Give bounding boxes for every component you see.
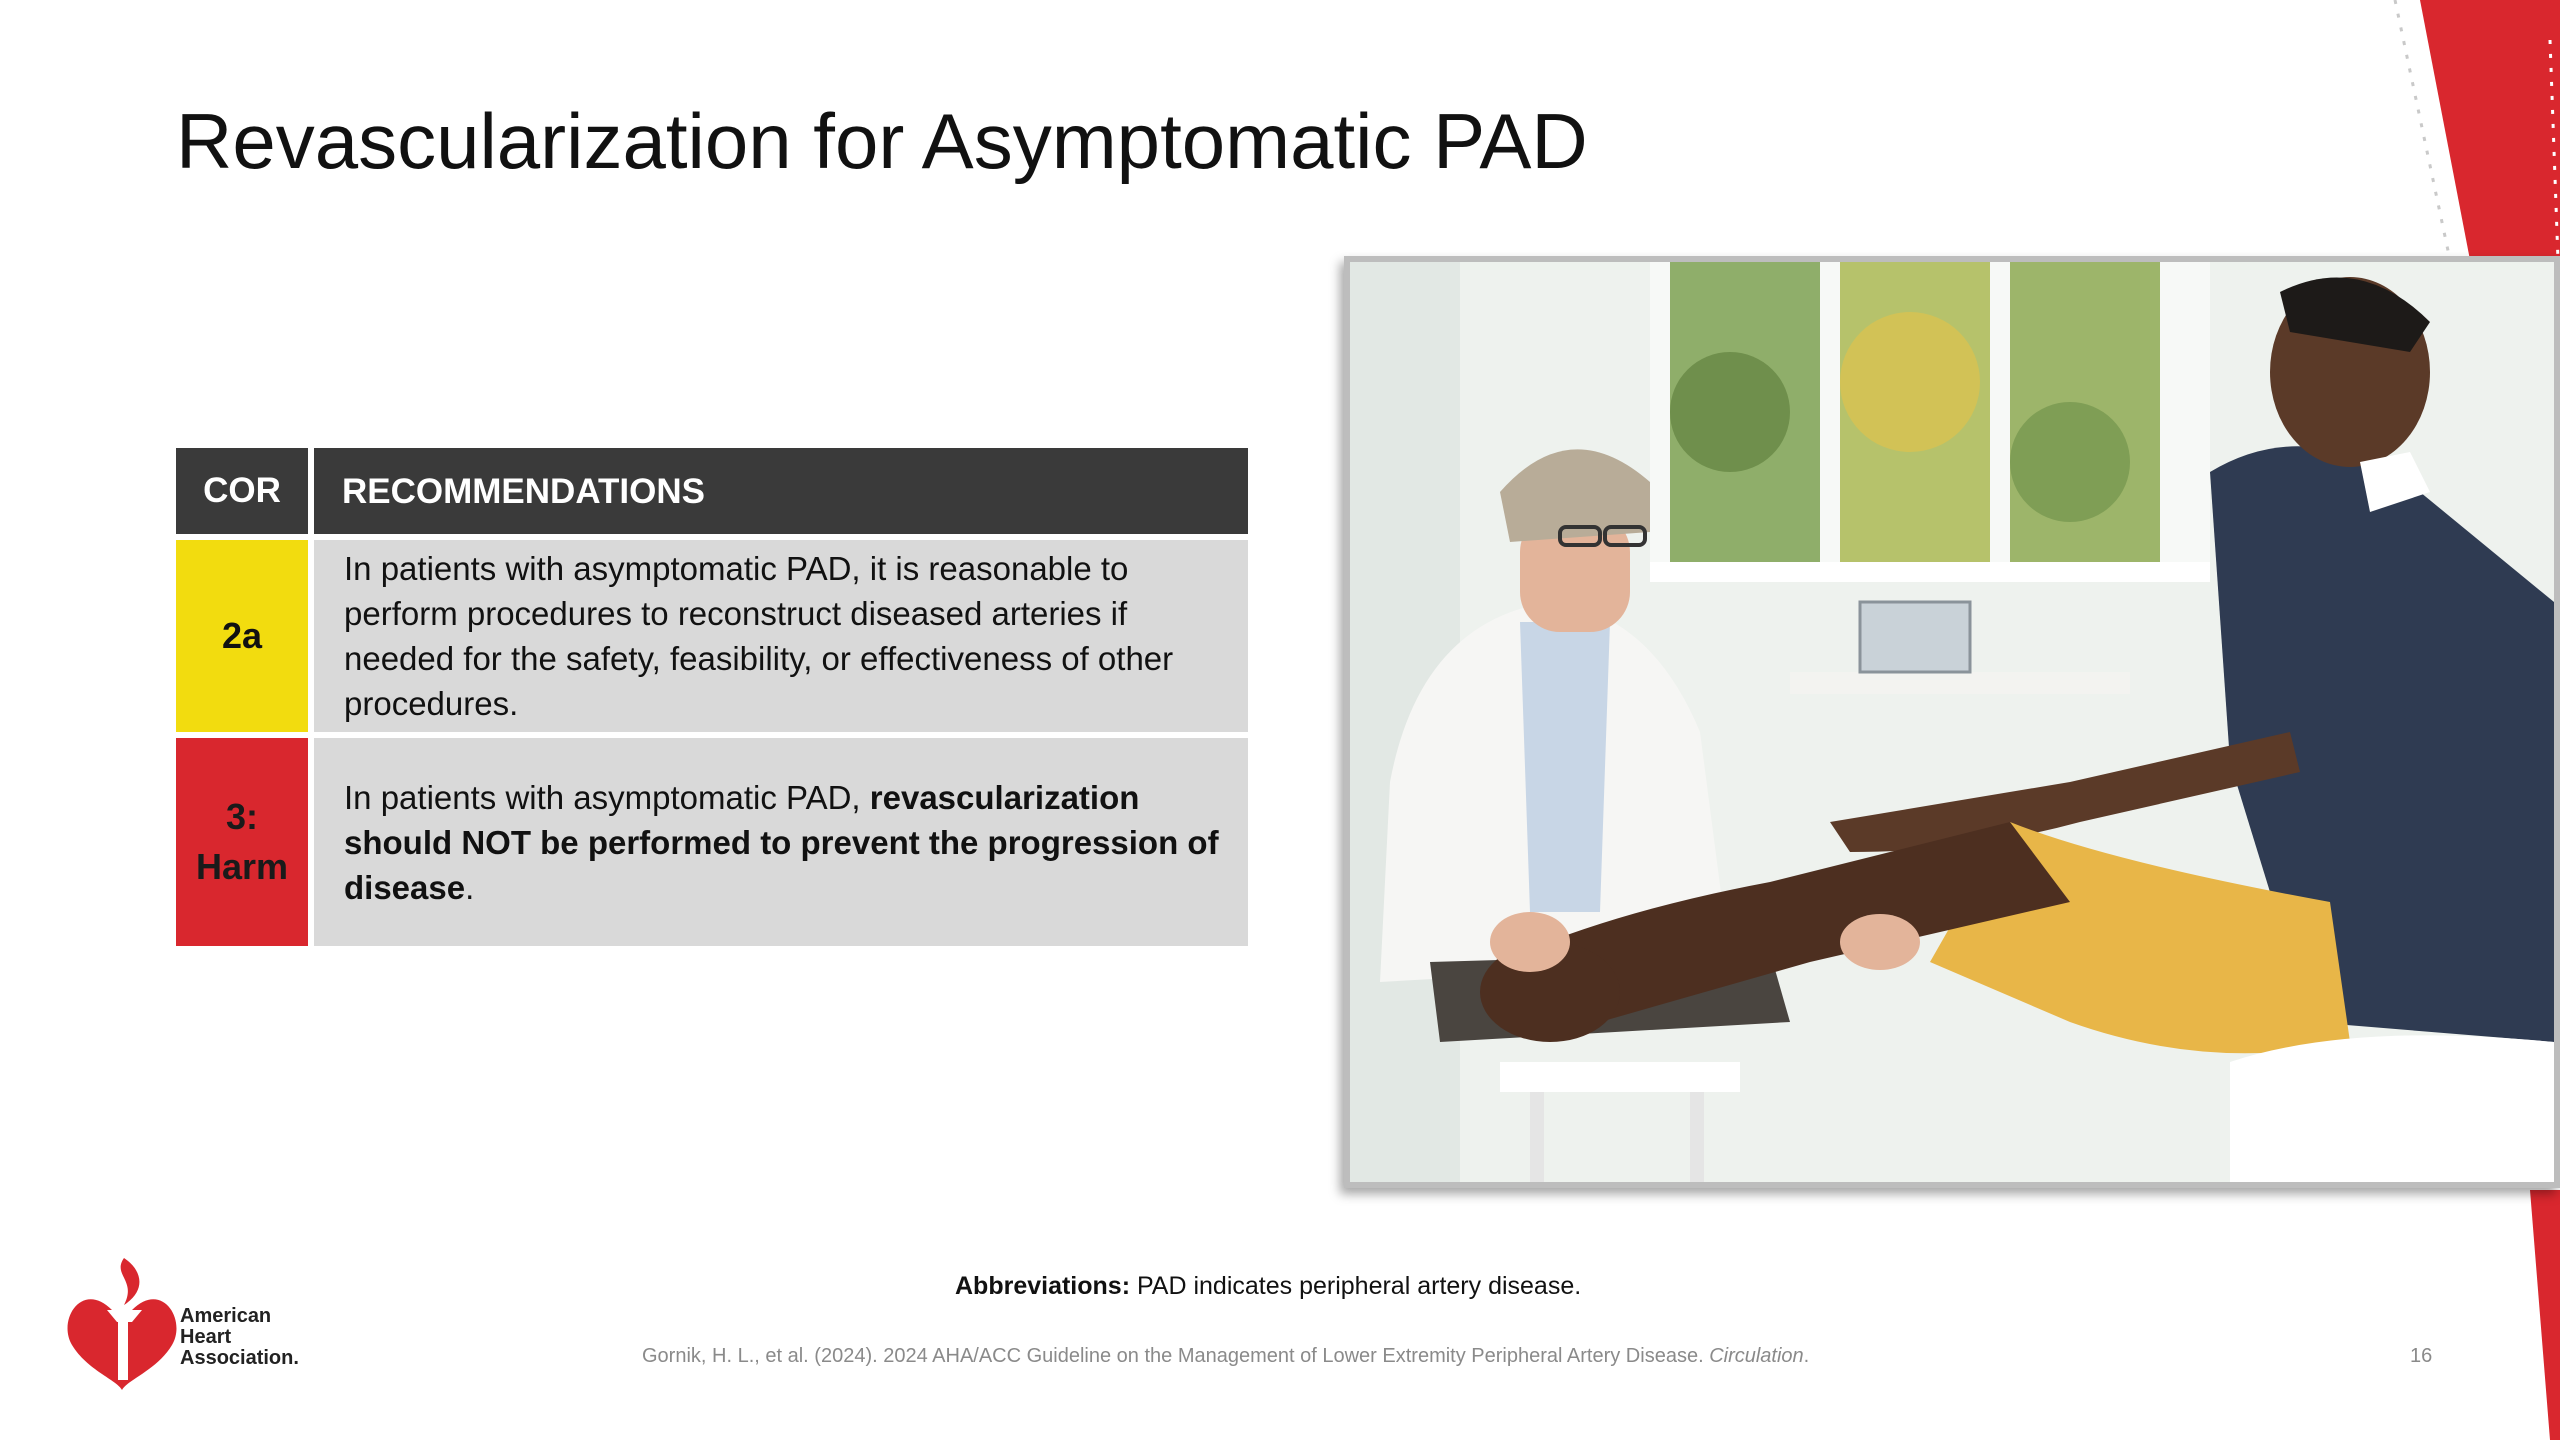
table-row [176, 540, 1248, 732]
header-recommendations: RECOMMENDATIONS [314, 448, 1248, 534]
recommendation-text-bold: revascularization should NOT be performed to prevent the progression of disease [344, 778, 1219, 906]
slide-title: Revascularization for Asymptomatic PAD [176, 97, 1588, 185]
logo-line-1: American [180, 1305, 272, 1327]
recommendation-text-lead: In patients with asymptomatic PAD, [344, 778, 870, 816]
table-row [176, 738, 1248, 946]
recommendation-text [314, 540, 1248, 732]
clinic-photo [1344, 256, 2560, 1188]
citation-text: Gornik, H. L., et al. (2024). 2024 AHA/ACC Guideline on the Management of Lower Extremity Peripheral Artery Disease. [642, 1345, 1710, 1367]
abbreviations-label: Abbreviations: [955, 1272, 1131, 1300]
aha-wordmark [180, 1306, 299, 1369]
abbreviations-note [955, 1272, 1581, 1301]
logo-line-3: Association. [180, 1347, 299, 1369]
recommendation-text-plain: In patients with asymptomatic PAD, it is reasonable to perform procedures to reconstruct diseased arteries if needed for the safety, feasibility, or effectiveness of other procedures. [344, 550, 1174, 722]
table-header-row [176, 448, 1248, 534]
recommendations-table [176, 448, 1248, 952]
cor-badge-harm: 3: Harm [176, 738, 308, 946]
logo-line-2: Heart [180, 1326, 232, 1348]
citation [642, 1345, 1809, 1368]
abbreviations-text: PAD indicates peripheral artery disease. [1130, 1272, 1582, 1300]
recommendation-text-end: . [465, 868, 475, 906]
citation-journal: Circulation [1709, 1345, 1804, 1367]
cor-badge-2a: 2a [176, 540, 308, 732]
page-number: 16 [2410, 1345, 2433, 1367]
header-cor: COR [176, 448, 308, 534]
citation-end: . [1803, 1345, 1810, 1367]
recommendation-text [314, 738, 1248, 946]
